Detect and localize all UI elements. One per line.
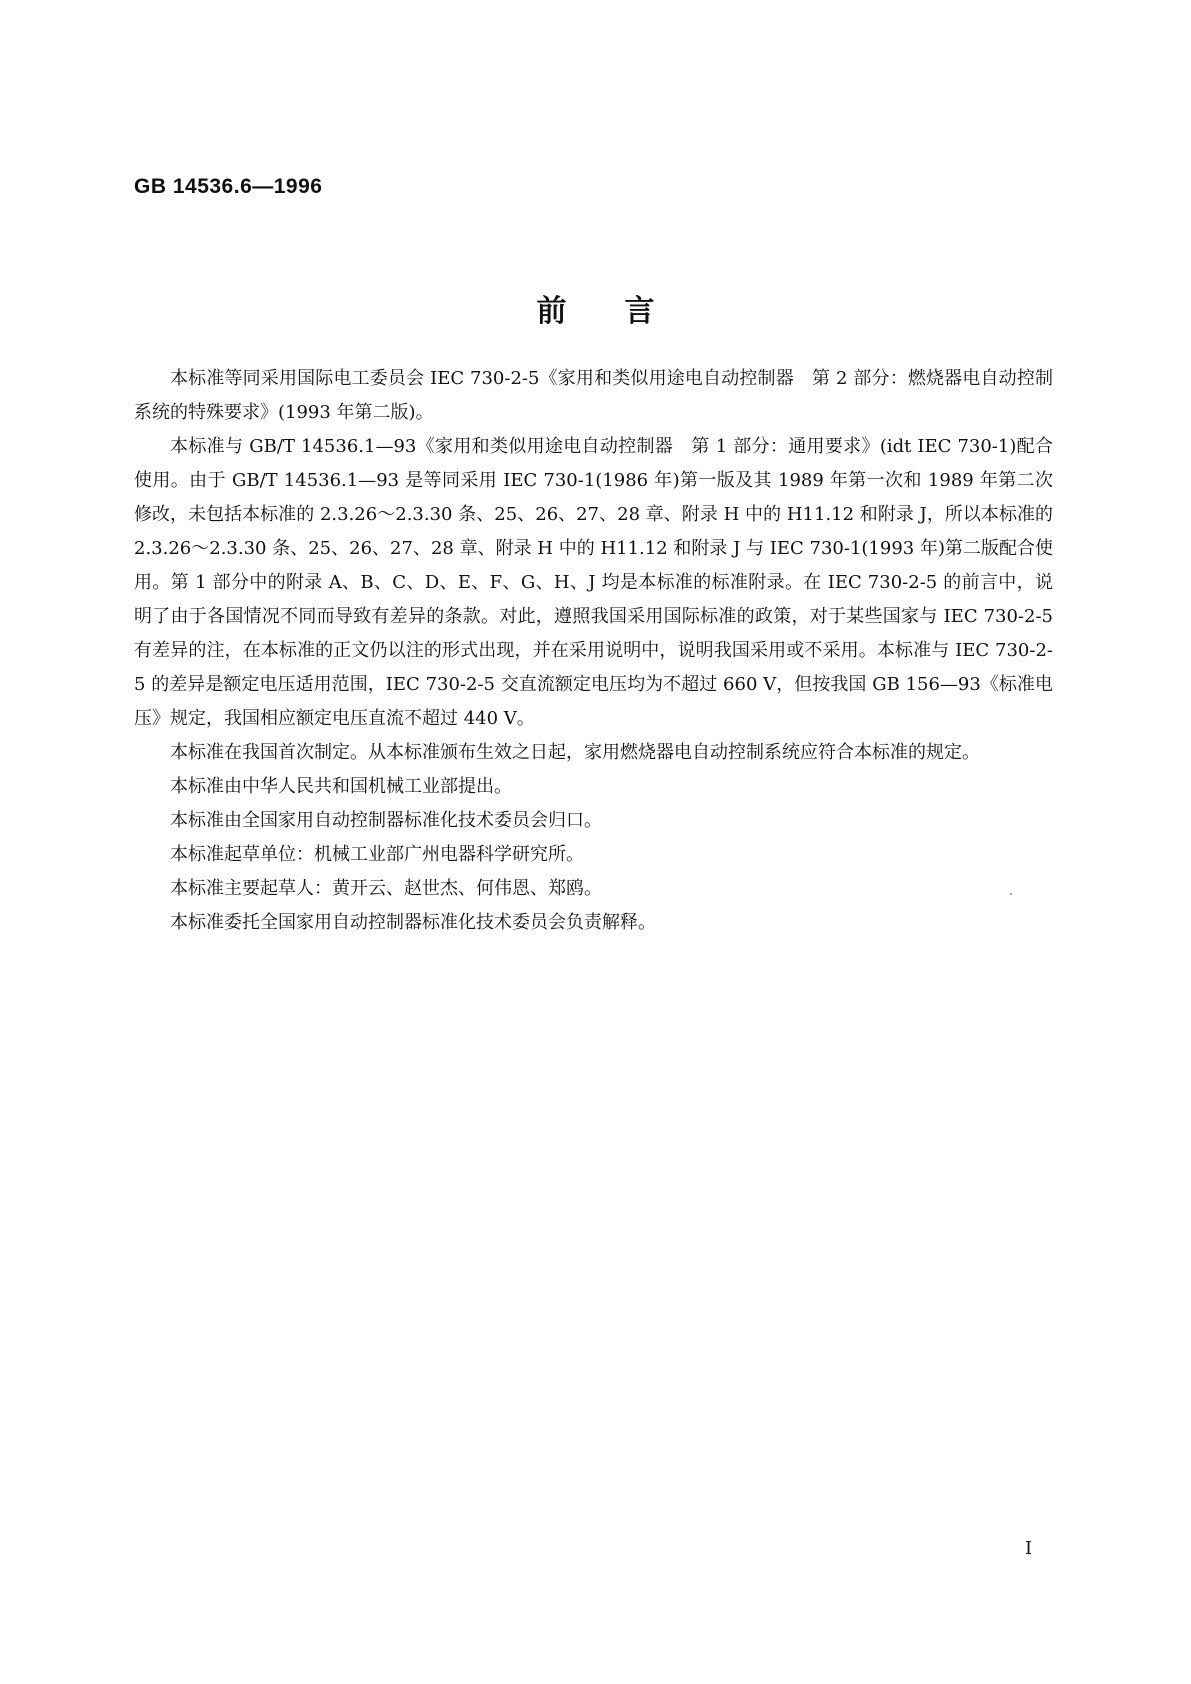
foreword-body	[134, 362, 1053, 940]
paragraph-first-issue: 本标准在我国首次制定。从本标准颁布生效之日起，家用燃烧器电自动控制系统应符合本标准的规定。	[170, 742, 980, 763]
paragraph-relationship: 本标准与 GB/T 14536.1—93《家用和类似用途电自动控制器 第 1 部分：通用要求》(idt IEC 730-1)配合使用。由于 GB/T 14536.1—93 是等同采用 IEC 730-1(1986 年)第一版及其 1989 年第一次和 1989 年第二次修改，未包括本标准的 2.3.26～2.3.30 条、25、26、27、28 章、附录 H 中的 H11.12 和附录 J，所以本标准的 2.3.26～2.3.30 条、25、26、27、28 章、附录 H 中的 H11.12 和附录 J 与 IEC 730-1(1993 年)第二版配合使用。第 1 部分中的附录 A、B、C、D、E、F、G、H、J 均是本标准的标准附录。在 IEC 730-2-5 的前言中，说明了由于各国情况不同而导致有差异的条款。对此，遵照我国采用国际标准的政策，对于某些国家与 IEC 730-2-5 有差异的注，在本标准的正文仍以注的形式出现，并在采用说明中，说明我国采用或不采用。本标准与 IEC 730-2-5 的差异是额定电压适用范围，IEC 730-2-5 交直流额定电压均为不超过 660 V，但按我国 GB 156—93《标准电压》规定，我国相应额定电压直流不超过 440 V。	[134, 436, 1053, 729]
page-number: I	[1025, 1538, 1033, 1559]
paragraph-drafting-unit: 本标准起草单位：机械工业部广州电器科学研究所。	[170, 844, 584, 865]
page-title: 前言	[536, 294, 713, 329]
paragraph-adoption: 本标准等同采用国际电工委员会 IEC 730-2-5《家用和类似用途电自动控制器 第 2 部分：燃烧器电自动控制系统的特殊要求》(1993 年第二版)。	[134, 368, 1053, 423]
paragraph-proposer: 本标准由中华人民共和国机械工业部提出。	[170, 776, 512, 797]
document-code: GB 14536.6—1996	[134, 175, 323, 198]
paragraph-centralized: 本标准由全国家用自动控制器标准化技术委员会归口。	[170, 810, 602, 831]
paragraph-interpretation: 本标准委托全国家用自动控制器标准化技术委员会负责解释。	[170, 912, 656, 933]
scan-artifact-dot	[1010, 893, 1012, 895]
paragraph-drafters: 本标准主要起草人：黄开云、赵世杰、何伟恩、郑鸥。	[170, 878, 602, 899]
